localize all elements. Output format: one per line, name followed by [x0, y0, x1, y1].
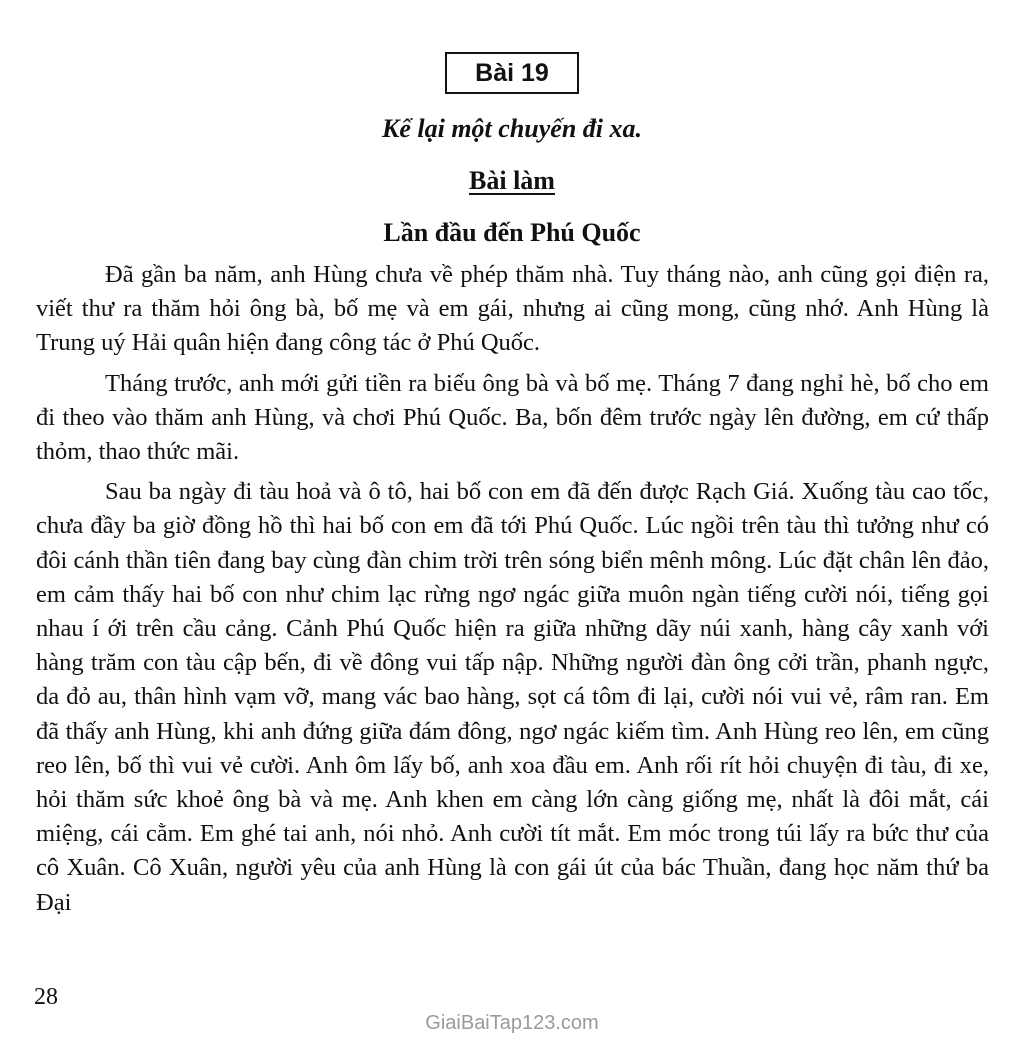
section-label: Bài làm	[469, 166, 555, 195]
section-heading	[0, 166, 1024, 196]
paragraph-2: Tháng trước, anh mới gửi tiền ra biếu ông bà và bố mẹ. Tháng 7 đang nghỉ hè, bố cho em đi theo vào thăm anh Hùng, và chơi Phú Quốc. Ba, bốn đêm trước ngày lên đường, em cứ thấp thỏm, thao thức mãi.	[36, 369, 989, 466]
essay-body	[36, 258, 989, 926]
paragraph-3: Sau ba ngày đi tàu hoả và ô tô, hai bố con em đã đến được Rạch Giá. Xuống tàu cao tốc, chưa đầy ba giờ đồng hồ thì hai bố con em đã tới Phú Quốc. Lúc ngồi trên tàu thì tưởng như có đôi cánh thần tiên đang bay cùng đàn chim trời trên sóng biển mênh mông. Lúc đặt chân lên đảo, em cảm thấy hai bố con như chim lạc rừng ngơ ngác giữa muôn ngàn tiếng cười nói, tiếng gọi nhau í ới trên cầu cảng. Cảnh Phú Quốc hiện ra giữa những dãy núi xanh, hàng cây xanh với hàng trăm con tàu cập bến, đi về đông vui tấp nập. Những người đàn ông cởi trần, phanh ngực, da đỏ au, thân hình vạm vỡ, mang vác bao hàng, sọt cá tôm đi lại, cười nói vui vẻ, râm ran. Em đã thấy anh Hùng, khi anh đứng giữa đám đông, ngơ ngác kiếm tìm. Anh Hùng reo lên, em cũng reo lên, bố thì vui vẻ cười. Anh ôm lấy bố, anh xoa đầu em. Anh rối rít hỏi chuyện đi tàu, đi xe, hỏi thăm sức khoẻ ông bà và mẹ. Anh khen em càng lớn càng giống mẹ, nhất là đôi mắt, cái miệng, cái cằm. Em ghé tai anh, nói nhỏ. Anh cười tít mắt. Em móc trong túi lấy ra bức thư của cô Xuân. Cô Xuân, người yêu của anh Hùng là con gái út của bác Thuần, đang học năm thứ ba Đại	[36, 478, 989, 916]
watermark: GiaiBaiTap123.com	[425, 1012, 599, 1034]
lesson-label: Bài 19	[445, 52, 579, 94]
essay-title: Lần đầu đến Phú Quốc	[383, 218, 641, 247]
essay-prompt: Kể lại một chuyến đi xa.	[382, 114, 642, 143]
page-number: 28	[34, 984, 58, 1010]
paragraph-1: Đã gần ba năm, anh Hùng chưa về phép thăm nhà. Tuy tháng nào, anh cũng gọi điện ra, viết thư ra thăm hỏi ông bà, bố mẹ và em gái, nhưng ai cũng mong, cũng nhớ. Anh Hùng là Trung uý Hải quân hiện đang công tác ở Phú Quốc.	[36, 261, 989, 357]
